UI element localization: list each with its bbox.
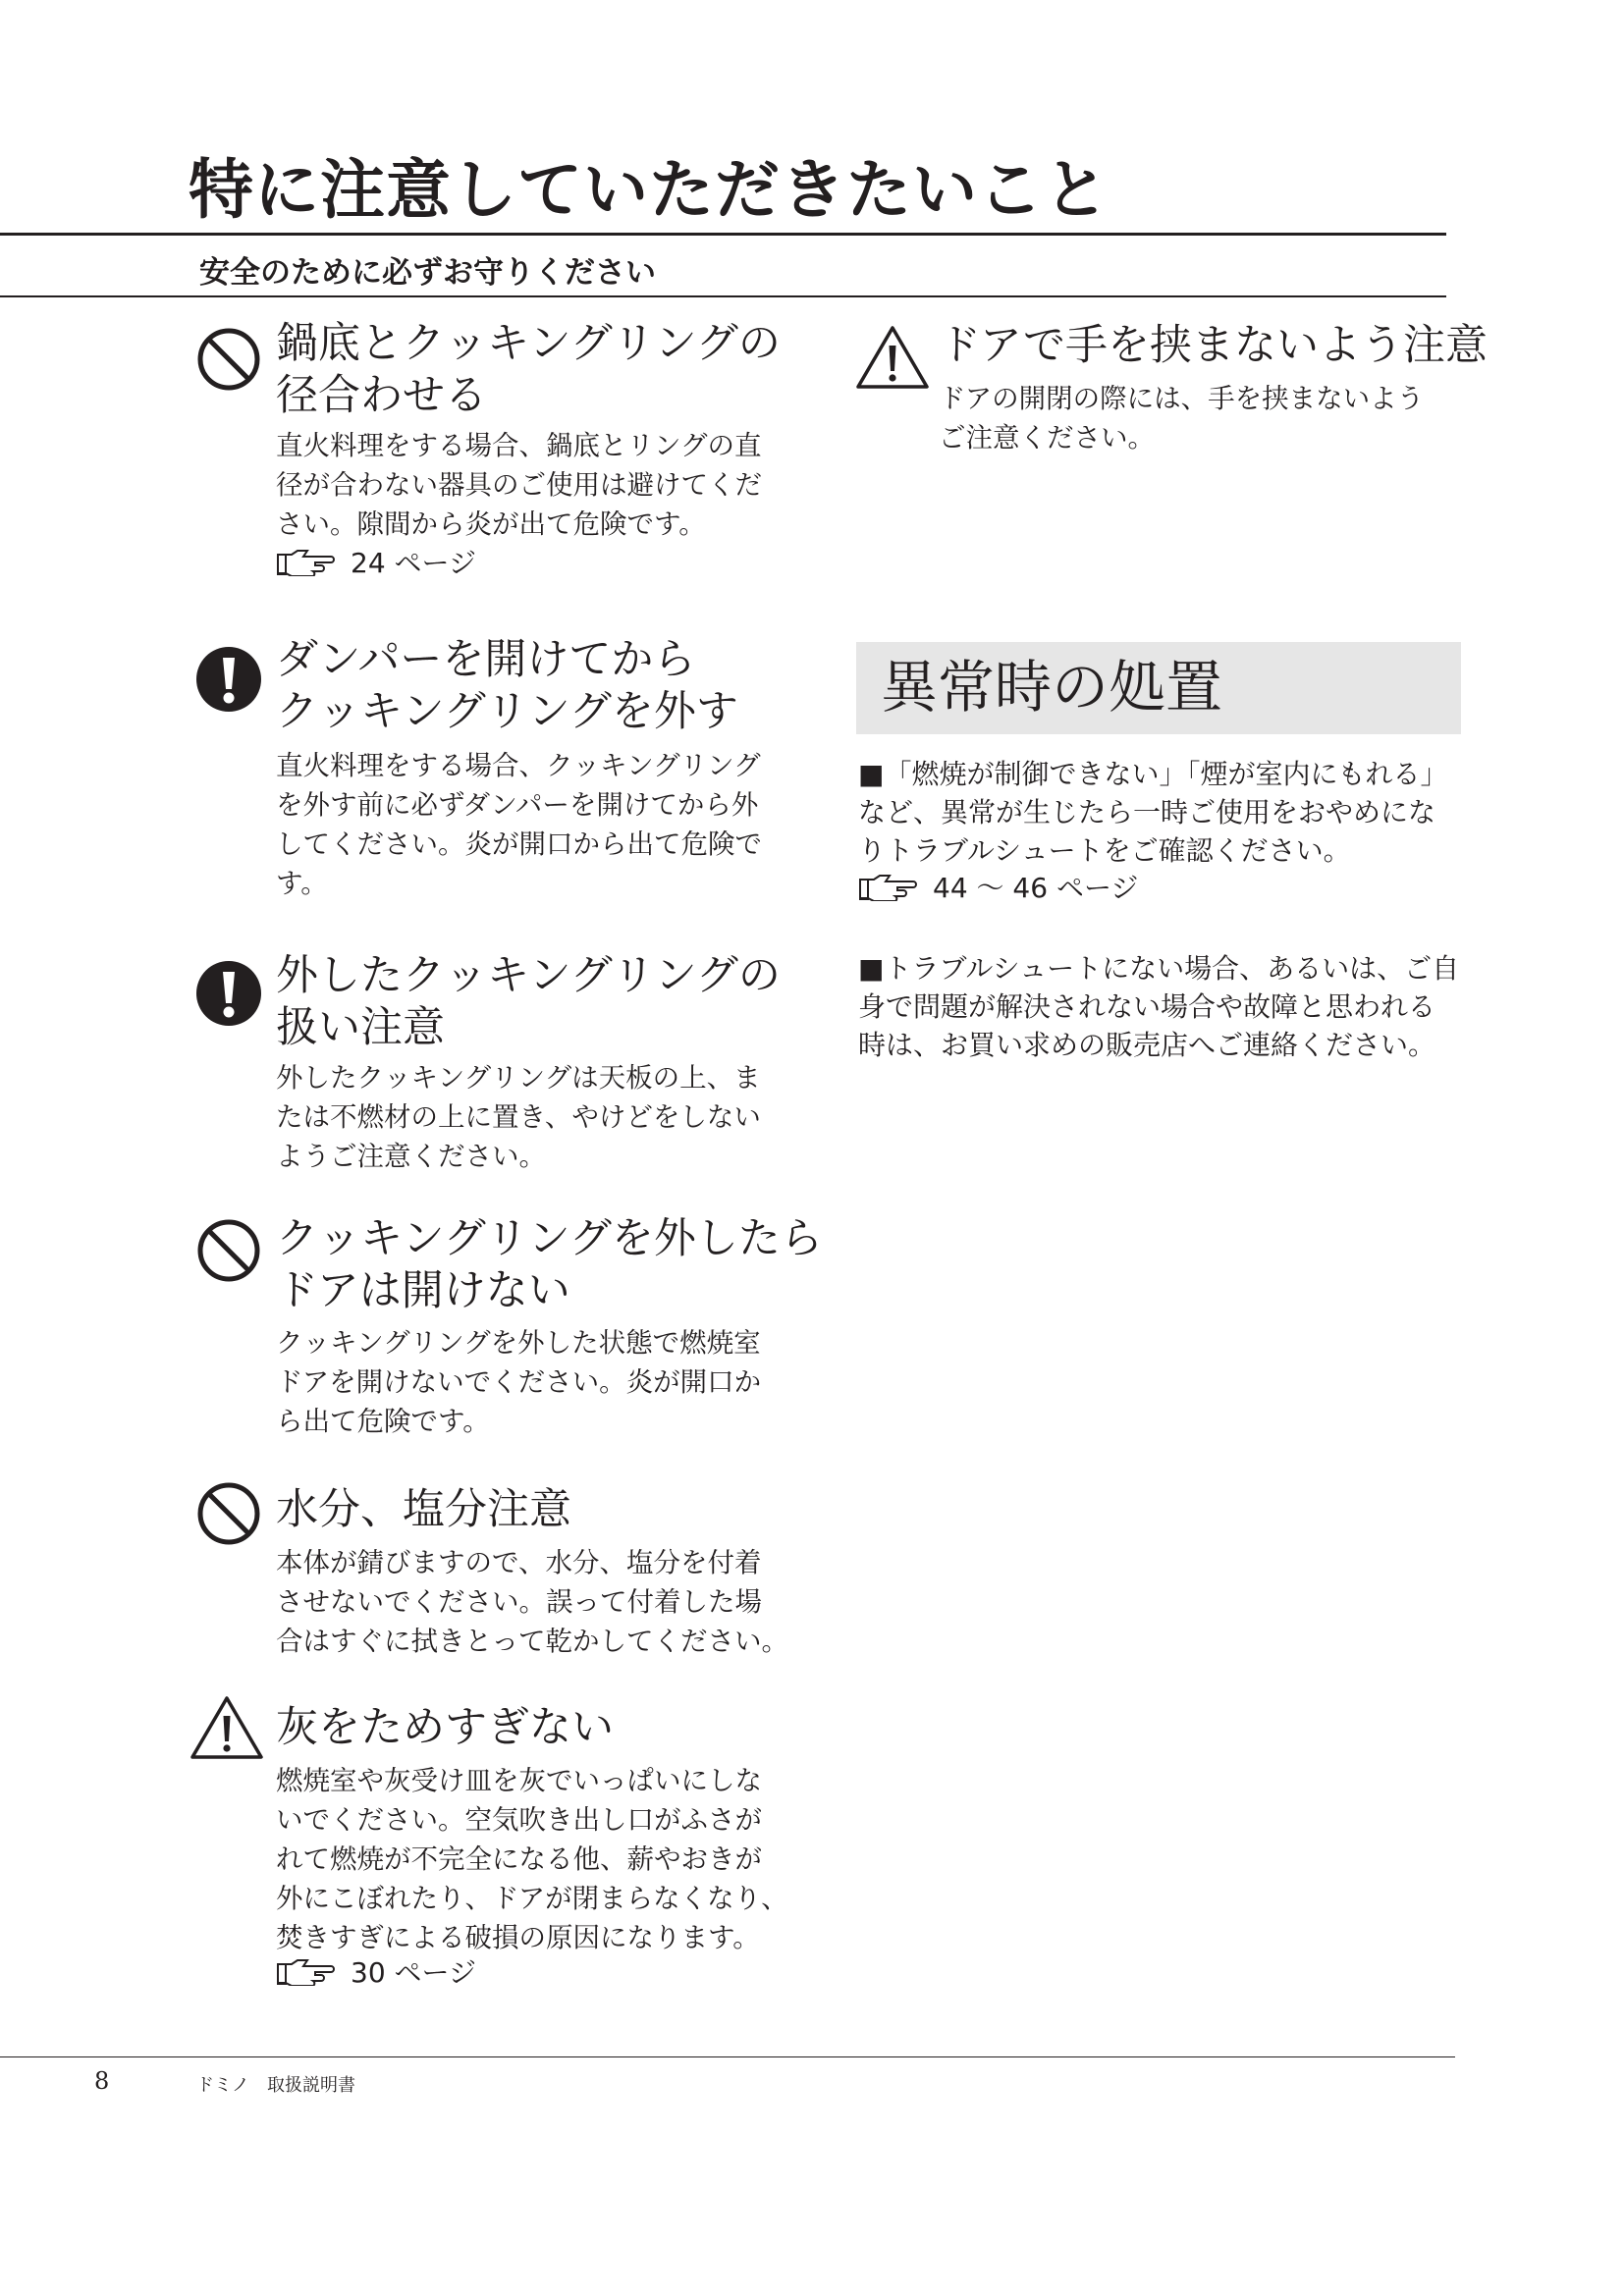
page-subtitle: 安全のために必ずお守りください [199, 255, 656, 291]
item-heading: クッキングリングを外したら ドアは開けない [276, 1214, 823, 1315]
exclamation-icon [195, 646, 262, 713]
pointing-hand-icon [276, 549, 337, 576]
item-body: 燃焼室や灰受け皿を灰でいっぱいにしな いでください。空気吹き出し口がふさが れて燃焼が不完全になる他、薪やおきが 外にこぼれたり、ドアが閉まらなくなり、 焚きすぎによる破損の原因になります。 [276, 1765, 788, 1953]
title-rule [0, 233, 1446, 236]
item-heading: ドアで手を挟まないよう注意 [939, 321, 1488, 370]
page-number: 8 [94, 2067, 110, 2095]
item-body: 外したクッキングリングは天板の上、ま たは不燃材の上に置き、やけどをしない ようご注意ください。 [276, 1062, 761, 1172]
section-title: 異常時の処置 [881, 654, 1223, 721]
pointing-hand-icon [858, 874, 919, 901]
item-heading: 鍋底とクッキングリングの 径合わせる [276, 319, 781, 420]
document-title: ドミノ 取扱説明書 [196, 2075, 355, 2096]
warning-icon [855, 324, 930, 391]
item-heading: 外したクッキングリングの 扱い注意 [276, 951, 781, 1052]
item-body: 本体が錆びますので、水分、塩分を付着 させないでください。誤って付着した場 合はすぐに拭きとって乾かしてください。 [276, 1547, 788, 1657]
emergency-paragraph: ■「燃焼が制御できない」「煙が室内にもれる」 など、異常が生じたら一時ご使用をおやめにな りトラブルシュートをご確認ください。 [858, 758, 1448, 867]
prohibited-icon [195, 326, 262, 393]
page-reference: 24 ページ [276, 544, 476, 583]
emergency-paragraph: ■トラブルシュートにない場合、あるいは、ご自 身で問題が解決されない場合や故障と思われる 時は、お買い求めの販売店へご連絡ください。 [858, 952, 1460, 1061]
item-body: 直火料理をする場合、鍋底とリングの直 径が合わない器具のご使用は避けてくだ さい。隙間から炎が出て危険です。 [276, 430, 762, 540]
subtitle-rule [0, 295, 1446, 297]
prohibited-icon [195, 1480, 262, 1547]
item-heading: 水分、塩分注意 [276, 1485, 571, 1534]
exclamation-icon [195, 960, 262, 1027]
page-reference: 44 ～ 46 ページ [858, 869, 1138, 908]
warning-icon [189, 1694, 264, 1761]
pointing-hand-icon [276, 1958, 337, 1986]
prohibited-icon [195, 1217, 262, 1284]
page-title: 特に注意していただきたいこと [189, 151, 1110, 228]
item-body: クッキングリングを外した状態で燃焼室 ドアを開けないでください。炎が開口か ら出て危険です。 [276, 1327, 762, 1437]
footer-rule [0, 2056, 1455, 2057]
item-body: ドアの開閉の際には、手を挟まないよう ご注意ください。 [939, 383, 1425, 454]
page-reference: 30 ページ [276, 1953, 476, 1993]
item-heading: 灰をためすぎない [276, 1703, 614, 1752]
item-body: 直火料理をする場合、クッキングリング を外す前に必ずダンパーを開けてから外 してください。炎が開口から出て危険で す。 [276, 750, 762, 899]
item-heading: ダンパーを開けてから クッキングリングを外す [276, 635, 738, 736]
